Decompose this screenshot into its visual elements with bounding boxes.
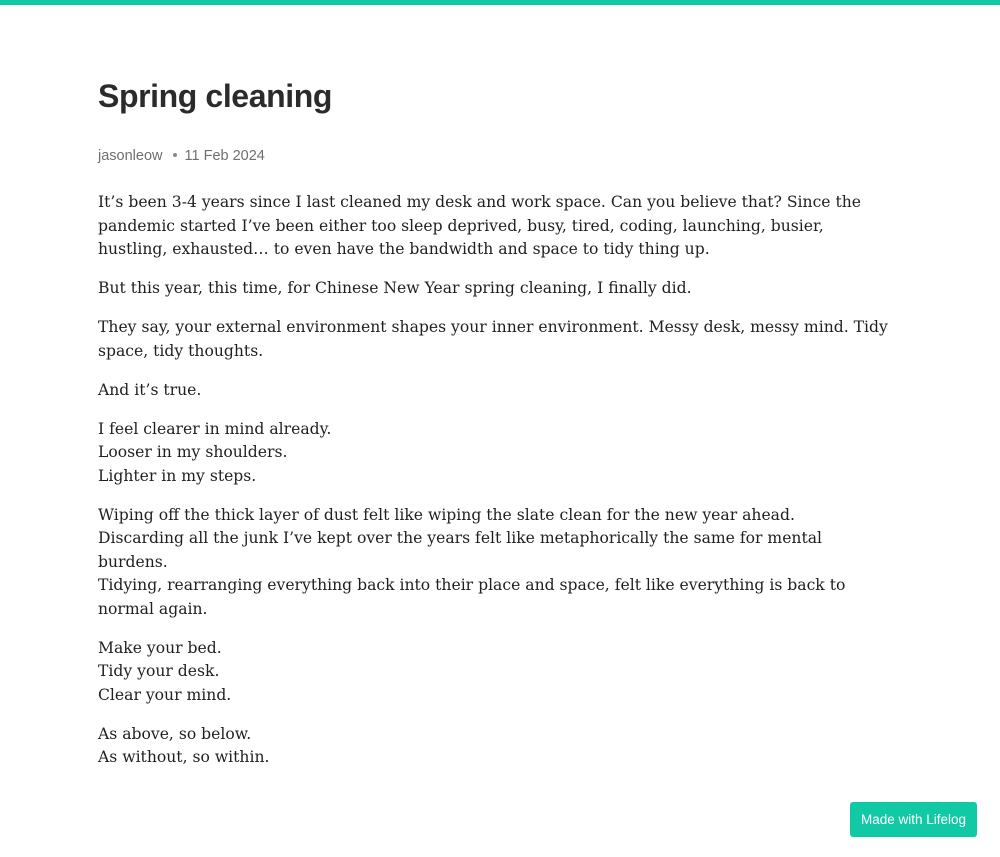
separator-dot-icon <box>173 153 177 157</box>
paragraph-line: And it’s true. <box>98 380 202 399</box>
paragraph-line: I feel clearer in mind already. <box>98 419 332 438</box>
paragraph <box>98 316 888 363</box>
made-with-lifelog-button[interactable]: Made with Lifelog <box>850 802 977 837</box>
post-title: Spring cleaning <box>98 78 333 114</box>
paragraph <box>98 504 888 622</box>
paragraph <box>98 723 888 770</box>
paragraph-line: But this year, this time, for Chinese New Year spring cleaning, I finally did. <box>98 279 692 297</box>
paragraph-line: As without, so within. <box>98 748 270 766</box>
paragraph-line: As above, so below. <box>98 724 252 743</box>
post-body <box>98 191 888 785</box>
paragraph-line: Tidying, rearranging everything back into their place and space, felt like everything is back to normal again. <box>98 576 846 618</box>
paragraph-line: Clear your mind. <box>98 685 232 704</box>
paragraph-line: Wiping off the thick layer of dust felt like wiping the slate clean for the new year ahead. <box>98 505 795 524</box>
paragraph-line: They say, your external environment shapes your inner environment. Messy desk, messy mind. Tidy space, tidy thoughts. <box>98 318 888 360</box>
paragraph-line: Discarding all the junk I’ve kept over the years felt like metaphorically the same for mental burdens. <box>98 529 823 571</box>
paragraph-line: Make your bed. <box>98 638 222 657</box>
paragraph-line: Looser in my shoulders. <box>98 443 288 461</box>
paragraph-line: It’s been 3-4 years since I last cleaned my desk and work space. Can you believe that? Since the pandemic started I’ve been either too sleep deprived, busy, tired, coding, launching, busier, hustling, exhausted… to even have the bandwidth and space to tidy thing up. <box>98 193 862 258</box>
paragraph-line: Tidy your desk. <box>98 662 220 680</box>
paragraph <box>98 418 888 489</box>
paragraph-line: Lighter in my steps. <box>98 466 257 485</box>
paragraph <box>98 277 888 301</box>
top-accent-bar <box>0 0 1000 5</box>
post-date: 11 Feb 2024 <box>184 148 265 164</box>
paragraph <box>98 191 888 262</box>
paragraph <box>98 637 888 708</box>
author-link[interactable]: jasonleow <box>98 148 163 164</box>
post-meta <box>98 147 265 165</box>
paragraph <box>98 379 888 403</box>
